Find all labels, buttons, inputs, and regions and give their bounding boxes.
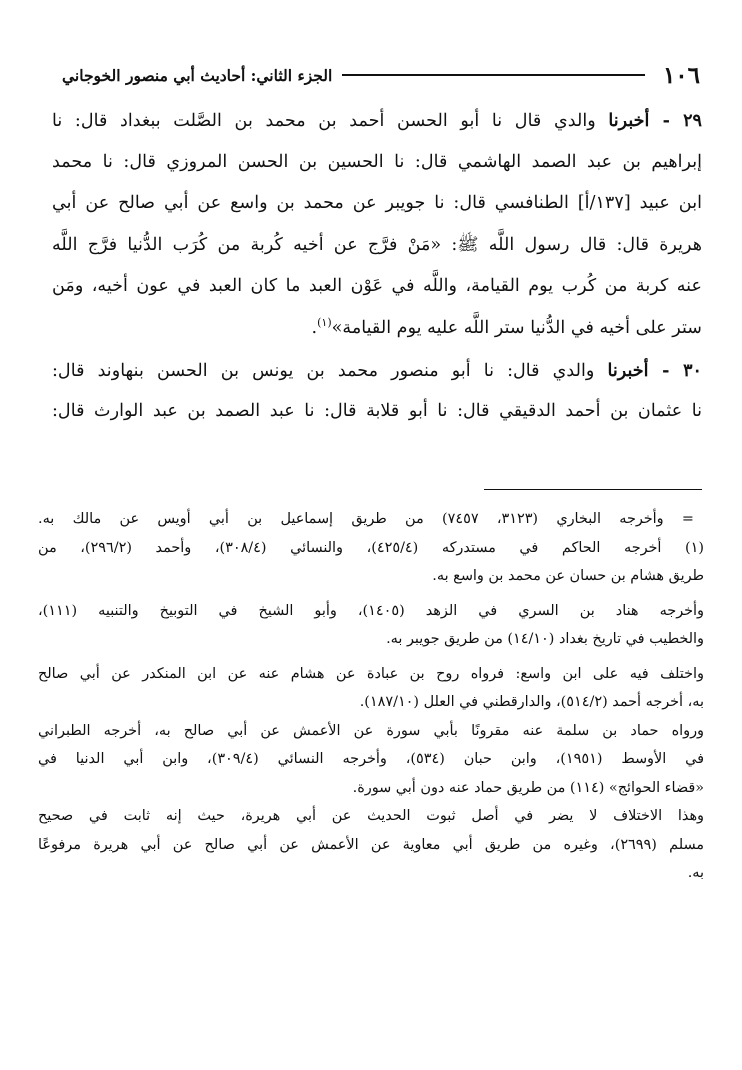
hadith-29-line-1: ٢٩ - أخبرنا والدي قال نا أبو الحسن أحمد بن محمد بن الصَّلت ببغداد قال: نا — [52, 110, 702, 131]
footnote-line: ورواه حماد بن سلمة عنه مقرونًا بأبي سورة عن الأعمش عن أبي صالح به، أخرجه الطبراني — [38, 722, 704, 739]
hadith-lead: أخبرنا — [607, 359, 649, 381]
page-number: ١٠٦ — [662, 61, 700, 89]
footnote-line: واختلف فيه على ابن واسع: فرواه روح بن عبادة عن هشام عنه عن ابن المنكدر عن أبي صالح — [38, 665, 704, 682]
footnote-separator — [484, 489, 702, 490]
footnote-line: = وأخرجه البخاري (٣١٢٣، ٧٤٥٧) من طريق إسماعيل بن أبي أويس عن مالك به. — [38, 511, 694, 527]
hadith-29-line-3: ابن عبيد [١٣٧/أ] الطنافسي قال: نا جويبر عن محمد بن واسع عن أبي صالح عن أبي — [52, 193, 702, 214]
footnote-line: وأخرجه هناد بن السري في الزهد (١٤٠٥)، وأبو الشيخ في التوبيخ والتنبيه (١١١)، — [38, 602, 704, 619]
footnotes — [38, 505, 704, 888]
header-rule — [342, 74, 645, 76]
footnote-line: (١) أخرجه الحاكم في مستدركه (٤٢٥/٤)، والنسائي (٣٠٨/٤)، وأحمد (٢٩٦/٢)، من — [38, 539, 704, 556]
footnote-line: طريق هشام بن حسان عن محمد بن واسع به. — [432, 568, 704, 584]
footnote-line: والخطيب في تاريخ بغداد (١٤/١٠) من طريق جويبر به. — [386, 631, 704, 647]
main-text — [52, 100, 702, 433]
hadith-text: والدي قال نا أبو الحسن أحمد بن محمد بن الصَّلت ببغداد قال: نا — [52, 111, 596, 131]
hadith-30-line-1: ٣٠ - أخبرنا والدي قال: نا أبو منصور محمد بن يونس بن الحسن بنهاوند قال: — [52, 359, 702, 381]
hadith-29-line-2: إبراهيم بن عبد الصمد الهاشمي قال: نا الحسين بن الحسن المروزي قال: نا محمد — [52, 151, 702, 172]
footnote-line: في الأوسط (١٩٥١)، وابن حبان (٥٣٤)، وأخرجه النسائي (٣٠٩/٤)، وابن أبي الدنيا في — [38, 751, 704, 767]
hadith-text: ستر على أخيه في الدُّنيا ستر اللَّه عليه يوم القيامة» — [331, 317, 702, 338]
hadith-number: ٢٩ — [683, 110, 702, 131]
footnote-line: «قضاء الحوائج» (١١٤) من طريق حماد عنه دون أبي سورة. — [352, 779, 704, 796]
running-header — [62, 58, 700, 92]
hadith-30-line-2: نا عثمان بن أحمد الدقيقي قال: نا أبو قلابة قال: نا عبد الصمد بن عبد الوارث قال: — [52, 401, 702, 422]
footnote-line: به، أخرجه أحمد (٥١٤/٢)، والدارقطني في العلل (١٨٧/١٠). — [359, 694, 704, 710]
footnote-line: مسلم (٢٦٩٩)، وغيره من طريق أبي معاوية عن الأعمش عن أبي صالح عن أبي هريرة مرفوعًا — [38, 836, 704, 853]
hadith-text: والدي قال: نا أبو منصور محمد بن يونس بن الحسن بنهاوند قال: — [52, 360, 595, 381]
running-title: الجزء الثاني: أحاديث أبي منصور الخوجاني — [62, 65, 333, 85]
footnote-line: وهذا الاختلاف لا يضر في أصل ثبوت الحديث عن أبي هريرة، حيث إنه ثابت في صحيح — [38, 808, 704, 824]
hadith-number: ٣٠ — [683, 359, 702, 381]
hadith-29-line-4: هريرة قال: قال رسول اللَّه ﷺ: «مَنْ فرَّج عن أخيه كُربة من كُرَب الدُّنيا فرَّج اللَّه — [52, 234, 702, 255]
footnote-line: به. — [687, 865, 704, 881]
hadith-29-line-5: عنه كربة من كُرب يوم القيامة، واللَّه في عَوْن العبد ما كان العبد في عون أخيه، ومَن — [52, 276, 702, 297]
hadith-lead: أخبرنا — [608, 110, 650, 131]
footnote-ref[interactable]: (١) — [317, 316, 332, 330]
hadith-29-line-6: ستر على أخيه في الدُّنيا ستر اللَّه عليه يوم القيامة»$^{(١)}$. — [311, 316, 702, 338]
